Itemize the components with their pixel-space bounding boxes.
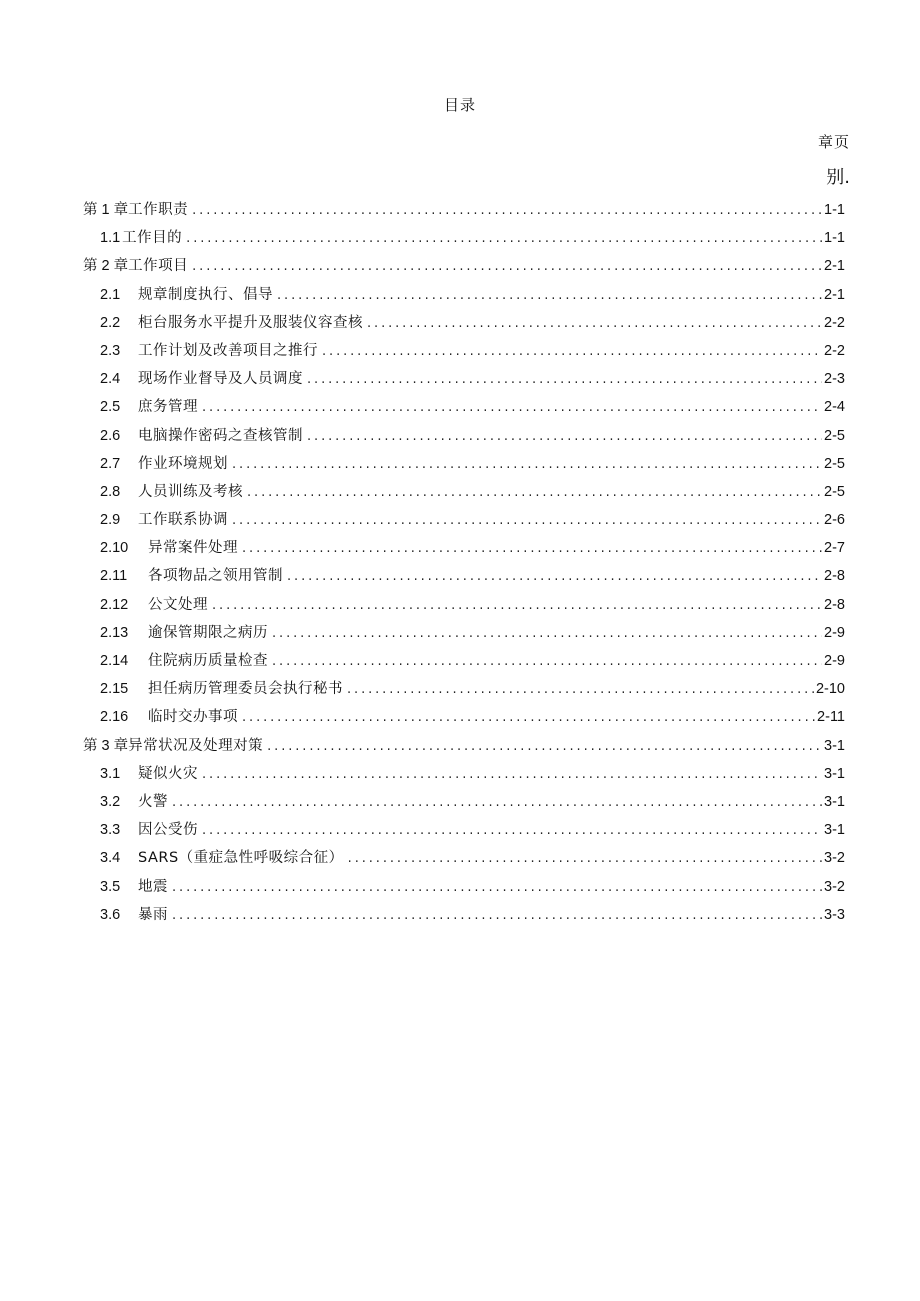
toc-entry-page: 1-1 (824, 202, 845, 218)
toc-entry-page: 2-1 (824, 286, 845, 303)
toc-entry-page: 3-1 (824, 822, 845, 839)
toc-entry-label: 因公受伤 (138, 822, 198, 839)
toc-entry-page: 2-6 (824, 512, 845, 529)
toc-dot-leader (267, 733, 822, 761)
toc-entry-label: 公文处理 (148, 596, 208, 613)
toc-entry-page: 3-1 (824, 737, 845, 754)
toc-entry-label: 工作项目 (128, 258, 189, 275)
toc-entry-number: 3.3 (100, 822, 121, 839)
toc-entry-page: 3-1 (824, 765, 845, 782)
toc-entry[interactable] (83, 196, 845, 224)
toc-entry-number: 2.14 (100, 653, 129, 669)
toc-entry[interactable] (83, 309, 845, 337)
toc-entry[interactable] (83, 873, 845, 901)
toc-entry-page: 2-9 (824, 624, 845, 641)
toc-entry-number: 2.10 (100, 540, 129, 557)
toc-entry-label: 担任病历管理委员会执行秘书 (148, 681, 343, 698)
toc-entry-label: 火警 (138, 793, 168, 810)
toc-entry-label: 柜台服务水平提升及服装仪容查核 (138, 314, 363, 331)
toc-entry-number: 2.12 (100, 596, 129, 613)
toc-entry-page: 2-5 (824, 427, 845, 444)
toc-dot-leader (172, 902, 822, 930)
toc-entry-number: 2.3 (100, 342, 121, 359)
toc-entry[interactable] (83, 619, 845, 647)
toc-entry-page: 2-11 (817, 709, 845, 726)
toc-dot-leader (367, 310, 822, 338)
toc-entry[interactable] (83, 562, 845, 590)
toc-entry-label: 异常状况及处理对策 (128, 737, 264, 754)
toc-entry-page: 2-7 (824, 540, 845, 557)
toc-entry-page: 2-10 (815, 681, 845, 698)
toc-entry-number: 第 1 章 (83, 202, 129, 218)
toc-entry[interactable] (83, 422, 845, 450)
toc-entry[interactable] (83, 901, 845, 929)
toc-dot-leader (322, 338, 822, 366)
toc-dot-leader (272, 620, 822, 648)
toc-entry-label: 工作职责 (128, 202, 189, 218)
toc-dot-leader (232, 507, 822, 535)
toc-entry-label: 各项物品之领用管制 (148, 568, 283, 585)
toc-entry-page: 2-3 (824, 371, 845, 388)
toc-entry-page: 2-4 (824, 399, 845, 416)
toc-entry-number: 第 2 章 (83, 258, 129, 275)
toc-dot-leader (272, 648, 822, 676)
toc-entry-page: 2-9 (824, 653, 845, 669)
toc-entry-number: 2.8 (100, 483, 121, 500)
toc-entry-page: 2-1 (824, 258, 845, 275)
toc-entry[interactable] (83, 534, 845, 562)
toc-entry-number: 3.5 (100, 878, 121, 895)
toc-entry-label: 工作目的 (122, 230, 183, 247)
toc-entry[interactable] (83, 224, 845, 252)
toc-entry-number: 3.6 (100, 906, 121, 923)
toc-entry-label: 疑似火灾 (138, 765, 198, 782)
toc-entry-label: 住院病历质量检查 (148, 653, 268, 669)
toc-entry-page: 3-2 (824, 878, 845, 895)
toc-dot-leader (307, 366, 822, 394)
toc-entry-label: 临时交办事项 (148, 709, 238, 726)
toc-entry-page: 2-2 (824, 314, 845, 331)
toc-entry-number: 1.1 (100, 230, 121, 247)
toc-entry-number: 2.2 (100, 314, 121, 331)
document-title: 目录 (443, 96, 476, 114)
toc-entry-number: 3.4 (100, 850, 121, 867)
toc-dot-leader (202, 817, 822, 845)
toc-entry[interactable] (83, 252, 845, 280)
toc-entry[interactable] (83, 450, 845, 478)
toc-entry-label: 现场作业督导及人员调度 (138, 371, 303, 388)
toc-dot-leader (348, 845, 822, 873)
toc-dot-leader (186, 225, 822, 253)
toc-entry[interactable] (83, 393, 845, 421)
toc-dot-leader (202, 761, 822, 789)
toc-entry[interactable] (83, 844, 845, 872)
toc-entry[interactable] (83, 732, 845, 760)
toc-entry-label: 异常案件处理 (148, 540, 238, 557)
toc-entry-page: 1-1 (824, 230, 845, 247)
toc-entry-page: 2-8 (824, 596, 845, 613)
toc-dot-leader (287, 563, 822, 591)
toc-entry-number: 2.16 (100, 709, 129, 726)
toc-entry-page: 2-5 (824, 455, 845, 472)
toc-entry[interactable] (83, 788, 845, 816)
toc-entry[interactable] (83, 281, 845, 309)
toc-entry[interactable] (83, 591, 845, 619)
toc-entry-label: 工作联系协调 (138, 512, 228, 529)
toc-entry-number: 2.7 (100, 455, 121, 472)
toc-entry-page: 3-3 (824, 906, 845, 923)
toc-dot-leader (192, 197, 822, 225)
toc-entry-label: 暴雨 (138, 906, 168, 923)
toc-entry-number: 3.1 (100, 765, 121, 782)
toc-dot-leader (232, 451, 822, 479)
toc-dot-leader (172, 789, 822, 817)
toc-dot-leader (242, 535, 822, 563)
toc-entry-label: 地震 (138, 878, 168, 895)
column-header-chapter-page: 章页 (817, 133, 850, 151)
toc-entry[interactable] (83, 365, 845, 393)
toc-entry[interactable] (83, 478, 845, 506)
toc-entry-page: 2-8 (824, 568, 845, 585)
toc-entry-label: 人员训练及考核 (138, 483, 243, 500)
toc-dot-leader (212, 592, 822, 620)
toc-entry[interactable] (83, 760, 845, 788)
toc-entry-label: 庶务管理 (138, 399, 198, 416)
toc-entry-number: 2.9 (100, 512, 121, 529)
toc-dot-leader (192, 253, 822, 281)
toc-dot-leader (172, 874, 822, 902)
toc-entry-page: 3-1 (824, 793, 845, 810)
toc-dot-leader (307, 423, 822, 451)
toc-dot-leader (347, 676, 814, 704)
toc-dot-leader (277, 282, 822, 310)
toc-entry-label: 工作计划及改善项目之推行 (138, 342, 318, 359)
toc-entry-page: 2-2 (824, 342, 845, 359)
toc-entry-label: 电脑操作密码之查核管制 (138, 427, 303, 444)
toc-entry[interactable] (83, 816, 845, 844)
toc-dot-leader (247, 479, 822, 507)
toc-entry-page: 3-2 (824, 850, 845, 867)
toc-entry-label: SARS（重症急性呼吸综合征） (138, 850, 344, 867)
toc-entry-number: 2.4 (100, 371, 121, 388)
toc-entry-label: 作业环境规划 (138, 455, 228, 472)
toc-entry-number: 2.11 (100, 568, 128, 585)
toc-dot-leader (202, 394, 822, 422)
toc-dot-leader (242, 704, 815, 732)
toc-entry-label: 逾保管期限之病历 (148, 624, 268, 641)
toc-entry-page: 2-5 (824, 483, 845, 500)
toc-entry-number: 3.2 (100, 793, 121, 810)
column-header-bie: 别. (826, 167, 850, 188)
toc-entry[interactable] (83, 506, 845, 534)
toc-entry-number: 2.5 (100, 399, 121, 416)
toc-entry-number: 2.15 (100, 681, 129, 698)
toc-entry-number: 第 3 章 (83, 737, 129, 754)
toc-entry[interactable] (83, 337, 845, 365)
toc-entry-number: 2.1 (100, 286, 121, 303)
toc-entry-number: 2.6 (100, 427, 121, 444)
toc-entry-label: 规章制度执行、倡导 (138, 286, 273, 303)
toc-entry-number: 2.13 (100, 624, 129, 641)
toc-entry[interactable] (83, 675, 845, 703)
table-of-contents (83, 196, 845, 929)
toc-entry[interactable] (83, 647, 845, 675)
toc-entry[interactable] (83, 703, 845, 731)
